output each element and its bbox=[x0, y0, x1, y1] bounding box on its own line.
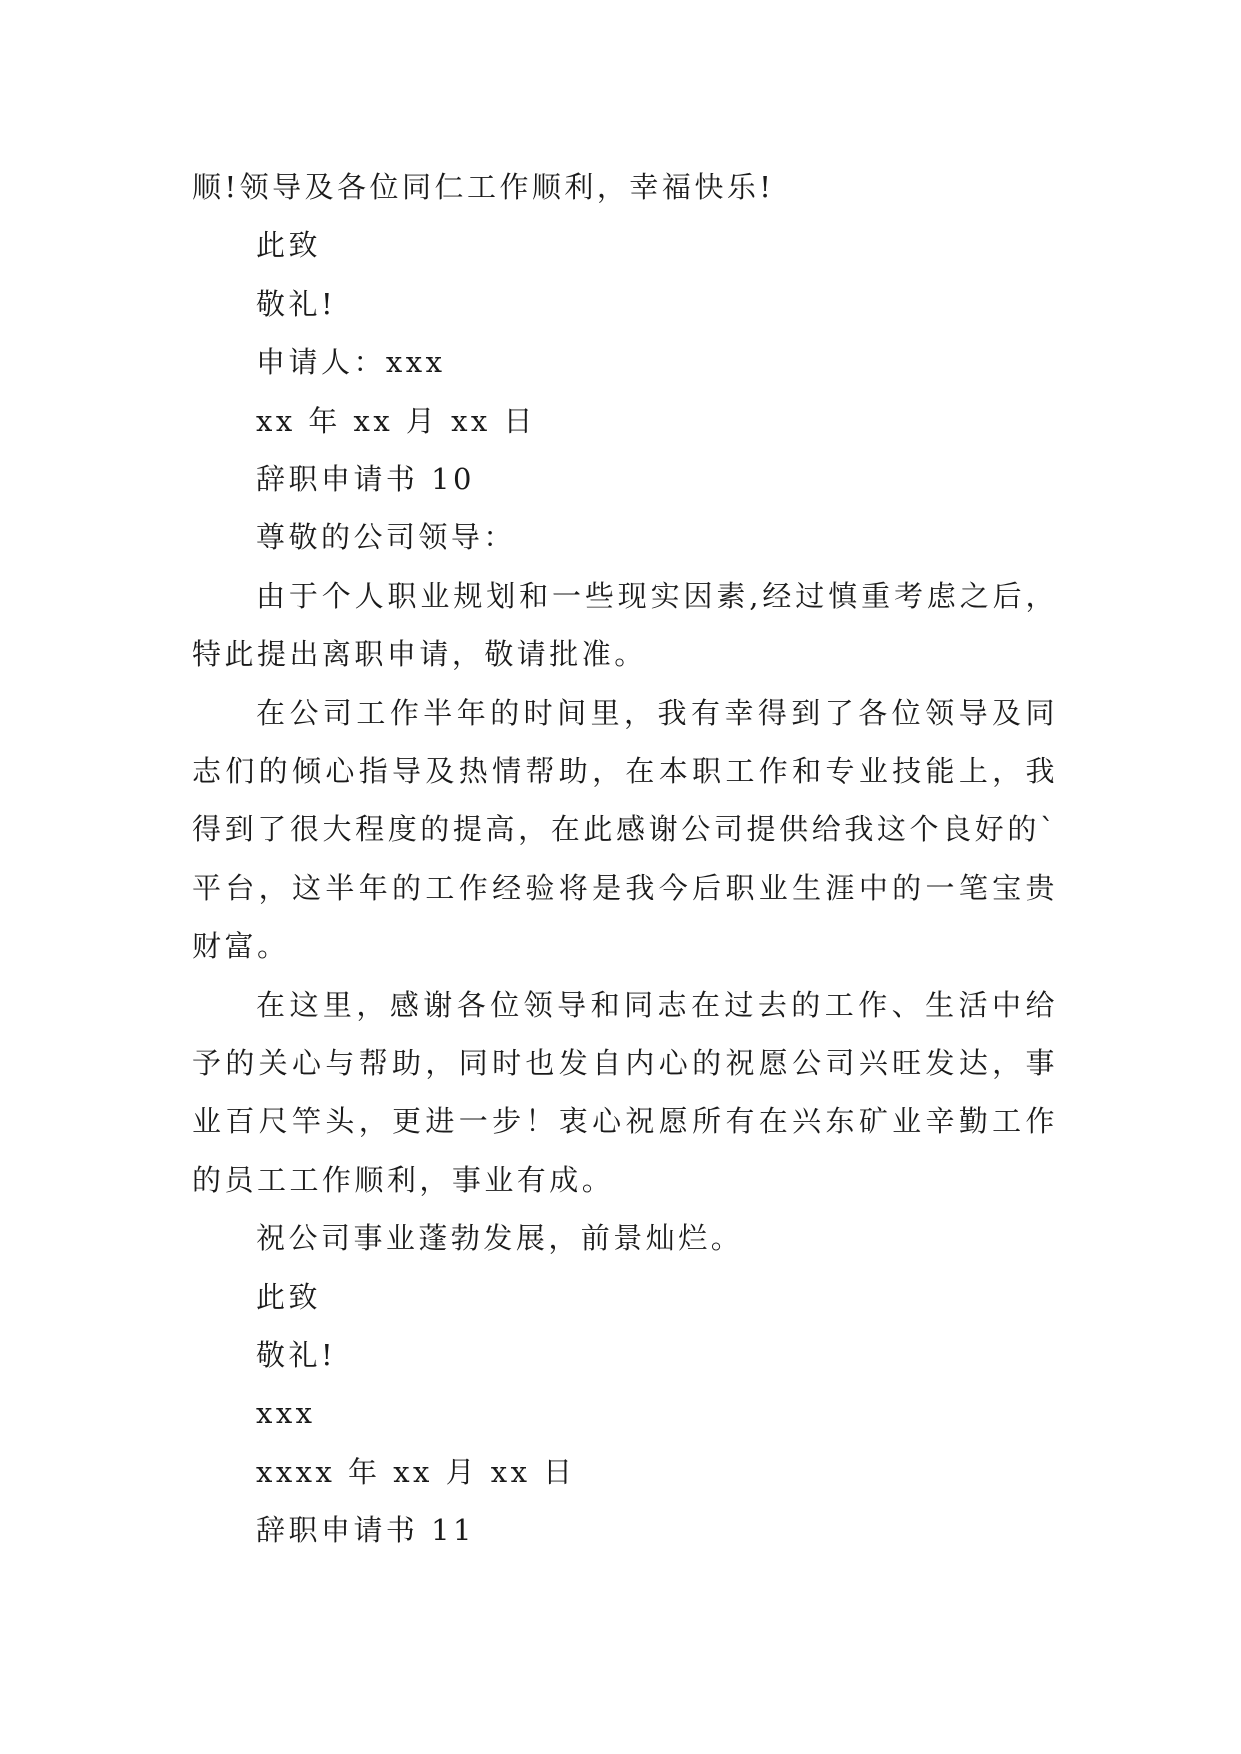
section-heading: 辞职申请书 10 bbox=[256, 461, 475, 496]
paragraph: 由于个人职业规划和一些现实因素,经过慎重考虑之后，特此提出离职申请，敬请批准。 bbox=[192, 578, 1058, 672]
date-line: xxxx 年 xx 月 xx 日 bbox=[256, 1454, 576, 1489]
regards-line: 敬礼! bbox=[256, 286, 337, 321]
letter-body bbox=[192, 158, 1058, 1560]
wish-line: 祝公司事业蓬勃发展，前景灿烂。 bbox=[256, 1221, 744, 1256]
signature-line: xxx bbox=[256, 1396, 316, 1431]
paragraph: 在这里，感谢各位领导和同志在过去的工作、生活中给予的关心与帮助，同时也发自内心的祝愿公司兴旺发达，事业百尺竿头，更进一步！衷心祝愿所有在兴东矿业辛勤工作的员工工作顺利，事业有成。 bbox=[192, 987, 1058, 1197]
greeting-line: 尊敬的公司领导： bbox=[256, 520, 516, 555]
text-line: 顺!领导及各位同仁工作顺利，幸福快乐! bbox=[192, 170, 775, 204]
section-heading: 辞职申请书 11 bbox=[256, 1513, 475, 1548]
applicant-line: 申请人：xxx bbox=[256, 345, 446, 380]
regards-line: 敬礼! bbox=[256, 1337, 337, 1372]
date-line: xx 年 xx 月 xx 日 bbox=[256, 403, 536, 438]
salutation-line: 此致 bbox=[256, 228, 321, 263]
salutation-line: 此致 bbox=[256, 1279, 321, 1314]
paragraph: 在公司工作半年的时间里，我有幸得到了各位领导及同志们的倾心指导及热情帮助，在本职工作和专业技能上，我得到了很大程度的提高，在此感谢公司提供给我这个良好的`平台，这半年的工作经验将是我今后职业生涯中的一笔宝贵财富。 bbox=[192, 695, 1058, 964]
